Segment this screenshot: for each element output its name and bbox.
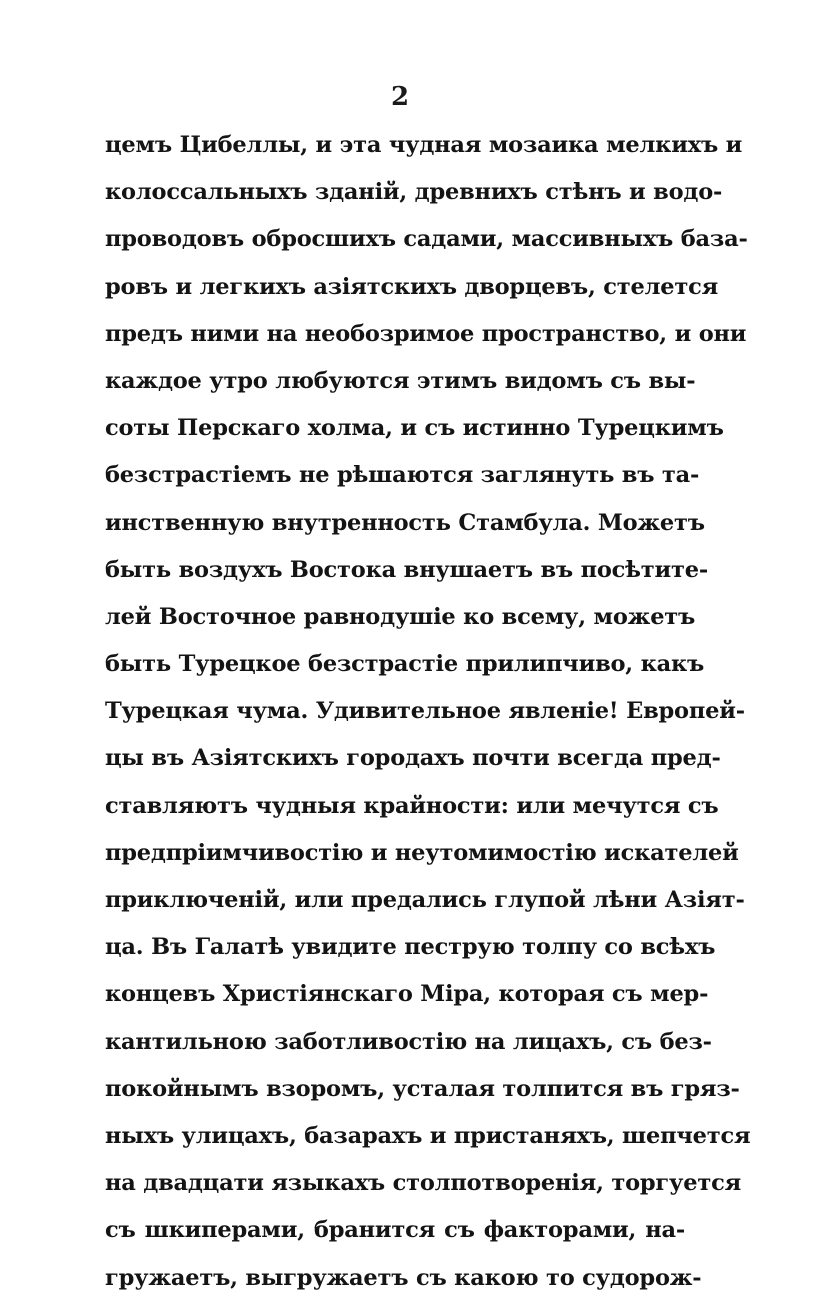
text-line: быть Турецкое безстрастіе прилипчиво, какъ: [105, 651, 705, 678]
text-line: колоссальныхъ зданій, древнихъ стѣнъ и водо-: [105, 179, 723, 206]
text-line: на двадцати языкахъ столпотворенія, торгуется: [105, 1170, 741, 1197]
text-line: лей Восточное равнодушіе ко всему, можетъ: [105, 603, 696, 630]
text-line: безстрастіемъ не рѣшаются заглянуть въ та-: [105, 462, 700, 489]
text-line: каждое утро любуются этимъ видомъ съ вы-: [105, 367, 696, 394]
text-line: проводовъ обросшихъ садами, массивныхъ база-: [105, 226, 748, 253]
text-line: ца. Въ Галатѣ увидите пеструю толпу со всѣхъ: [105, 934, 716, 961]
text-line: гружаетъ, выгружаетъ съ какою то судорож-: [105, 1264, 702, 1291]
text-line: приключеній, или предались глупой лѣни Азіят-: [105, 887, 745, 913]
text-line: предпріимчивостію и неутомимостію искателей: [105, 839, 739, 866]
text-line: быть воздухъ Востока внушаетъ въ посѣтите-: [105, 556, 709, 583]
text-line: покойнымъ взоромъ, усталая толпится въ гряз-: [105, 1075, 740, 1102]
body-text: [105, 122, 751, 1302]
text-line: инственную внутренность Стамбула. Можетъ: [105, 509, 705, 536]
text-line: кантильною заботливостію на лицахъ, съ без-: [105, 1028, 712, 1055]
text-line: цемъ Цибеллы, и эта чудная мозаика мелкихъ и: [105, 132, 743, 158]
text-line: ровъ и легкихъ азіятскихъ дворцевъ, стелется: [105, 273, 719, 300]
text-line: ставляютъ чудныя крайности: или мечутся съ: [105, 792, 719, 819]
text-line: концевъ Христіянскаго Міра, которая съ мер-: [105, 981, 709, 1008]
text-line: Турецкая чума. Удивительное явленіе! Европей-: [105, 698, 745, 725]
text-line: соты Перскаго холма, и съ истинно Турецкимъ: [105, 415, 724, 442]
text-line: съ шкиперами, бранится съ факторами, на-: [105, 1217, 685, 1244]
text-line: предъ ними на необозримое пространство, и они: [105, 320, 747, 347]
text-line: цы въ Азіятскихъ городахъ почти всегда пред-: [105, 745, 721, 772]
page-number: 2: [390, 82, 410, 112]
text-line: ныхъ улицахъ, базарахъ и пристаняхъ, шепчется: [105, 1122, 751, 1149]
